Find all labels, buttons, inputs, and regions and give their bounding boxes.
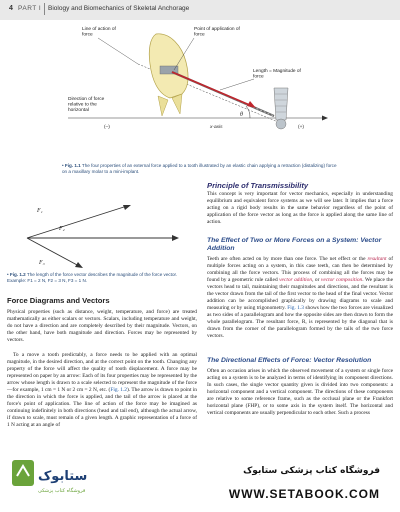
section-heading-force-diagrams: Force Diagrams and Vectors — [7, 296, 110, 305]
page-number: 4 — [9, 5, 13, 12]
heading-transmissibility: Principle of Transmissibility — [207, 181, 309, 190]
term-resultant: resultant — [367, 256, 387, 262]
figure-1-2 — [7, 190, 199, 282]
label-line-of-action: Line of action of force — [82, 27, 116, 38]
logo-text: ستابوک — [38, 469, 88, 484]
fig-1-3-link[interactable]: Fig. 1.3 — [287, 305, 304, 311]
term-vector-addition: vector addition — [279, 277, 313, 283]
label-direction: Direction of force relative to the horizontal — [68, 97, 105, 113]
label-length-magnitude: Length = Magnitude of force — [253, 69, 301, 80]
right-para-3: Often an occasion arises in which the observed movement of a system or single force acting on a system is to be analyzed in terms of identifying its component directions. In such cases, the single vector quantity given is divided into two components: a horizontal component and a vertical component. The directions of these components are relative to some reference frame, such as the occlusal plane or the Frankfort horizontal plane (FHP), or to some axis in the system itself. The horizontal and vertical components are usually perpendicular to each other. Such a process — [207, 368, 393, 416]
header-divider — [44, 3, 45, 15]
label-x-axis: x-axis — [210, 125, 223, 130]
part-label: PART I — [18, 5, 42, 12]
label-point-of-application: Point of application of force — [194, 27, 240, 38]
molar-tooth — [149, 34, 188, 116]
figure-1-2-caption: • Fig. 1.2 The length of the force vector describes the magnitude of the force vector. Example: F1 = 2 N, F2 = 3 N, F3 = 1 N. — [7, 272, 178, 283]
left-para-2: To a move a tooth predictably, a force needs to be applied with an optimal magnitude, in the desired direction, and at the correct point on the tooth. Changing any property of the force will affect the quality of tooth displacement. A force may be represented on paper by an arrow: Each of its four properties may be represented by the arrow whose length is drawn to a scale selected to represent the magnitude of the force—for example, 1 cm = 1 N or 2 cm = 2 N, etc. (Fig. 1.2). The arrow is drawn to point in the direction in which the force is applied, and the tail of the arrow is placed at the force's point of application. The line of action of the force may be imagined as continuing indefinitely in both directions (head and tail end), although the actual arrow, if drawn to scale, must remain of a given length. A graphic representation of a force of 1 N acting at an angle of — [7, 352, 198, 428]
watermark-persian-text: فروشگاه کتاب پزشکی ستابوک — [243, 466, 380, 476]
label-f1: F₁ — [37, 208, 43, 214]
figure-1-1 — [60, 24, 342, 142]
label-plus: (+) — [298, 125, 304, 130]
right-para-1: This concept is very important for vector mechanics, especially in understanding equilibrium and equivalent force systems as we will see later. It implies that a force acting on a rigid body results in the same behavior regardless of the point of application of the force vector as long as the force is applied along the same line of action. — [207, 191, 393, 225]
header-title: Biology and Biomechanics of Skeletal Anchorage — [48, 5, 190, 12]
right-para-2: Teeth are often acted on by more than one force. The net effect or the resultant of multiple forces acting on a system, in this case teeth, can then be determined by combining all the force vectors. This process of combining all the forces may be found by a geometric rule called vector addition, or vector composition. We place the vectors head to tail, maintaining their magnitudes and directions, and the resultant is the vector drawn from the tail of the first vector to the head of the final vector. Vector addition can be accomplished graphically by drawing diagrams to scale and measuring or by using trigonometry. Fig. 1.3 shows how the two forces are visualized as two sides of a parallelogram and how the opposite sides are then drawn to form the whole parallelogram. The resultant force, R, is represented by the diagonal that is drawn from the corner of the parallelogram formed by the tails of the two force vectors. — [207, 256, 394, 339]
vector-f3 — [27, 238, 79, 266]
setabook-logo — [12, 458, 88, 498]
theta-label: θ — [240, 112, 243, 118]
label-f2: F₂ — [59, 226, 65, 232]
figure-1-1-caption: • Fig. 1.1 The four properties of an external force applied to a tooth illustrated by an elastic chain applying a retraction (distalizing) force on a maxillary molar to a mini-implant. — [62, 163, 337, 174]
label-minus: (–) — [104, 125, 110, 130]
term-vector-composition: vector composition — [320, 277, 363, 283]
heading-vector-resolution: The Directional Effects of Force: Vector Resolution — [207, 357, 372, 364]
logo-subtext: فروشگاه کتاب پزشکی — [38, 488, 86, 494]
watermark-url[interactable]: WWW.SETABOOK.COM — [228, 487, 380, 501]
mini-implant — [274, 88, 288, 129]
left-para-1: Physical properties (such as distance, weight, temperature, and force) are treated mathematically as either scalars or vectors. Scalars, including temperature and weight, do not have a direction and are completely described by their magnitude. Vectors, on the other hand, have both magnitude and direction. Forces may be represented by vectors. — [7, 309, 197, 343]
label-f3: F₃ — [39, 260, 45, 266]
fig-1-2-link[interactable]: Fig. 1.2 — [110, 387, 127, 393]
angle-arc — [246, 106, 250, 118]
heading-vector-addition: The Effect of Two or More Forces on a System: Vector Addition — [207, 237, 382, 252]
